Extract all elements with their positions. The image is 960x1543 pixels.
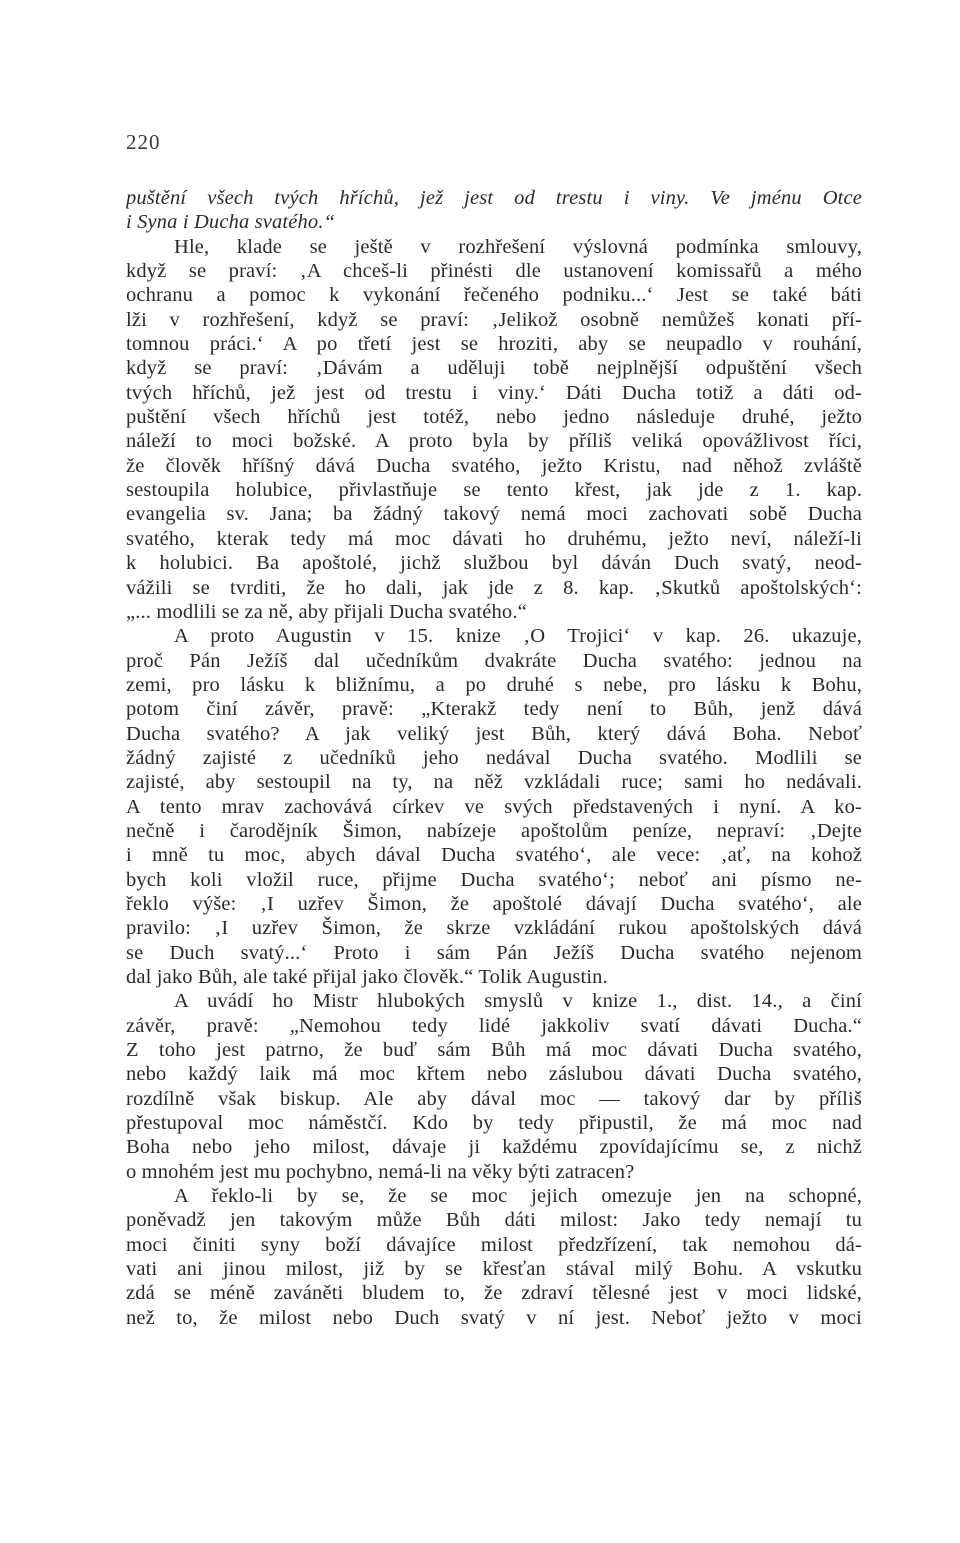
text-line: poněvadž jen takovým může Bůh dáti milost: Jako tedy nemají tu [126,1209,862,1232]
text-line: k holubici. Ba apoštolé, jichž službou byl dáván Duch svatý, neod- [126,552,862,575]
text-line: pravilo: ‚I uzřev Šimon, že skrze vzkládání rukou apoštolských dává [126,917,862,940]
text-line: o mnohém jest mu pochybno, nemá-li na věky býti zatracen? [126,1160,635,1183]
text-line: přestupoval moc náměstčí. Kdo by tedy připustil, že má moc nad [126,1112,862,1135]
text-line: i mně tu moc, abych dával Ducha svatého‘, ale vece: ‚ať, na kohož [126,844,862,867]
text-line: nečně i čarodějník Šimon, nabízeje apoštolům peníze, nepraví: ‚Dejte [126,819,862,842]
text-line: řeklo výše: ‚I uzřev Šimon, že apoštolé dávají Ducha svatého‘, ale [126,892,862,915]
text-line: zemi, pro lásku k bližnímu, a po druhé s nebe, pro lásku k Bohu, [126,673,862,696]
text-line: tvých hříchů, jež jest od trestu i viny.‘ Dáti Ducha totiž a dáti od- [126,381,862,404]
text-line: svatého, kterak tedy má moc dávati ho druhému, ježto neví, náleží-li [126,527,862,550]
text-line: nebo každý laik má moc křtem nebo záslubou dávati Ducha svatého, [126,1063,862,1086]
text-line: puštění všech tvých hříchů, jež jest od trestu i viny. Ve jménu Otce [126,187,862,209]
text-line: Ducha svatého? A jak veliký jest Bůh, který dává Boha. Neboť [126,722,862,745]
text-line: bych koli vložil ruce, přijme Ducha svatého‘; neboť ani písmo ne- [126,868,862,891]
text-line: sestoupila holubice, přivlastňuje se tento křest, jak jde z 1. kap. [126,479,862,502]
text-line: se Duch svatý...‘ Proto i sám Pán Ježíš Ducha svatého nejenom [126,941,862,964]
text-line: než to, že milost nebo Duch svatý v ní jest. Neboť ježto v moci [126,1306,862,1329]
text-line: evangelia sv. Jana; ba žádný takový nemá moci zachovati sobě Ducha [126,503,862,526]
text-line: tomnou práci.‘ A po třetí jest se hroziti, aby se neupadlo v rouhání, [126,333,862,356]
page-number: 220 [126,130,161,154]
body-text [126,186,862,1330]
text-line: závěr, pravě: „Nemohou tedy lidé jakkoliv svatí dávati Ducha.“ [126,1014,862,1037]
text-line: Boha nebo jeho milost, dávaje ji každému zpovídajícímu se, z nichž [126,1136,862,1159]
text-line: vážili se tvrditi, že ho dali, jak jde z 8. kap. ‚Skutků apoštolských‘: [126,576,862,599]
text-line: rozdílně však biskup. Ale aby dával moc — takový dar by příliš [126,1087,862,1110]
text-line: že člověk hříšný dává Ducha svatého, ježto Kristu, nad něhož zvláště [126,454,862,477]
text-line: náleží to moci božské. A proto byla by příliš veliká opovážlivost říci, [126,430,862,453]
text-line: zdá se méně zaváněti bludem to, že zdraví tělesné jest v moci lidské, [126,1282,862,1305]
text-line: A tento mrav zachovává církev ve svých představených i nyní. A ko- [126,795,862,818]
text-line: potom činí závěr, pravě: „Kterakž tedy není to Bůh, jenž dává [126,698,862,721]
text-line: A proto Augustin v 15. knize ‚O Trojici‘ v kap. 26. ukazuje, [174,625,862,648]
text-line: A uvádí ho Mistr hlubokých smyslů v knize 1., dist. 14., a činí [174,990,862,1013]
text-line: žádný zajisté z učedníků jeho nedával Ducha svatého. Modlili se [126,746,862,769]
text-line: Z toho jest patrno, že buď sám Bůh má moc dávati Ducha svatého, [126,1039,862,1062]
text-line: ochranu a pomoc k vykonání řečeného podniku...‘ Jest se také báti [126,284,862,307]
text-line: lži v rozhřešení, když se praví: ‚Jelikož osobně nemůžeš konati pří- [126,308,862,331]
text-line: když se praví: ‚A chceš-li přinésti dle ustanovení komissařů a mého [126,260,862,283]
text-line: A řeklo-li by se, že se moc jejich omezuje jen na schopné, [174,1185,862,1208]
text-line: moci činiti syny boží dávajíce milost předzřízení, tak nemohou dá- [126,1233,862,1256]
text-line: „... modlili se za ně, aby přijali Ducha svatého.“ [126,600,527,623]
text-line: puštění všech hříchů jest totéž, nebo jedno následuje druhé, ježto [126,406,862,429]
text-line: proč Pán Ježíš dal učedníkům dvakráte Ducha svatého: jednou na [126,649,862,672]
text-line: když se praví: ‚Dávám a uděluji tobě nejplnější odpuštění všech [126,357,862,380]
text-line: zajisté, aby sestoupil na ty, na něž vzkládali ruce; sami ho nedávali. [126,771,862,794]
text-line: vati ani jinou milost, již by se křesťan stával milý Bohu. A vskutku [126,1258,862,1281]
text-line: Hle, klade se ještě v rozhřešení výslovná podmínka smlouvy, [174,235,862,258]
text-line: dal jako Bůh, ale také přijal jako člověk.“ Tolik Augustin. [126,966,608,988]
text-line: i Syna i Ducha svatého.“ [126,211,336,234]
